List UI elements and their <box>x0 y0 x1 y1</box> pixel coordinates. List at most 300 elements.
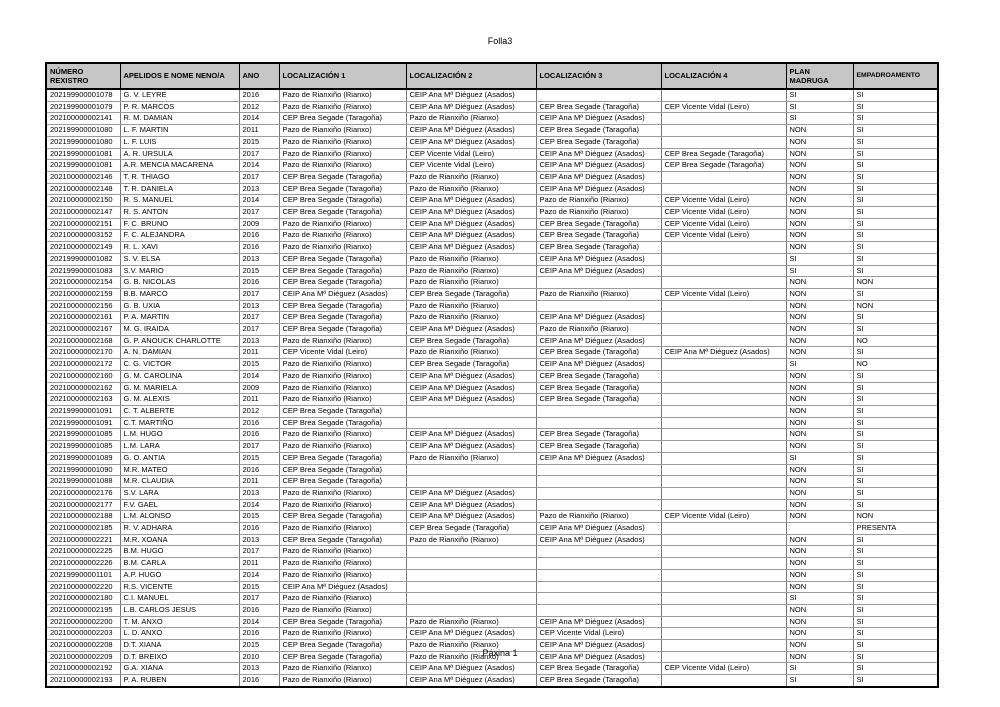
column-header-6: LOCALIZACIÓN 3 <box>536 63 661 89</box>
table-cell: SI <box>853 394 938 406</box>
table-cell: CEP Brea Segade (Taragoña) <box>279 195 406 207</box>
table-cell: CEIP Ana Mª Diéguez (Asados) <box>279 581 406 593</box>
table-cell: 202199900001085 <box>46 441 120 453</box>
table-row <box>46 113 938 125</box>
table-cell: CEIP Ana Mª Diéguez (Asados) <box>406 429 536 441</box>
table-cell: G. M. ALEXIS <box>120 394 239 406</box>
table-cell: CEP Brea Segade (Taragoña) <box>536 230 661 242</box>
table-cell: 2016 <box>239 277 279 289</box>
table-cell: 2017 <box>239 441 279 453</box>
table-cell: F. C. BRUNO <box>120 218 239 230</box>
table-cell: CEP Brea Segade (Taragoña) <box>536 218 661 230</box>
table-cell: SI <box>786 675 853 687</box>
table-cell: SI <box>853 405 938 417</box>
table-cell <box>536 476 661 488</box>
table-cell: CEP Brea Segade (Taragoña) <box>279 277 406 289</box>
table-cell: SI <box>853 640 938 652</box>
table-cell: 2017 <box>239 148 279 160</box>
table-cell: CEP Brea Segade (Taragoña) <box>279 405 406 417</box>
table-cell: C.I. MANUEL <box>120 593 239 605</box>
table-cell: NON <box>786 288 853 300</box>
table-cell: CEIP Ana Mª Diéguez (Asados) <box>406 382 536 394</box>
table-cell <box>661 277 786 289</box>
table-cell: SI <box>853 441 938 453</box>
table-cell: 2016 <box>239 628 279 640</box>
table-cell: CEP Brea Segade (Taragoña) <box>279 417 406 429</box>
table-cell: NON <box>786 429 853 441</box>
table-cell <box>536 464 661 476</box>
table-cell: 2015 <box>239 581 279 593</box>
table-cell <box>406 593 536 605</box>
table-row <box>46 464 938 476</box>
table-cell: 202100000002193 <box>46 675 120 687</box>
table-cell: 202100000002156 <box>46 300 120 312</box>
table-cell: NON <box>786 558 853 570</box>
table-cell: C. G. VICTOR <box>120 359 239 371</box>
table-cell: R. S. ANTON <box>120 207 239 219</box>
table-cell: CEP Brea Segade (Taragoña) <box>536 663 661 675</box>
table-cell: Pazo de Rianxiño (Rianxo) <box>279 569 406 581</box>
table-cell: R. L. XAVI <box>120 242 239 254</box>
table-cell: SI <box>853 382 938 394</box>
table-cell: CEIP Ana Mª Diéguez (Asados) <box>406 394 536 406</box>
table-cell: CEIP Ana Mª Diéguez (Asados) <box>536 616 661 628</box>
table-header <box>46 63 938 89</box>
table-cell: 202100000002150 <box>46 195 120 207</box>
table-cell: NON <box>786 136 853 148</box>
table-cell: CEIP Ana Mª Diéguez (Asados) <box>536 113 661 125</box>
table-cell: NON <box>786 651 853 663</box>
table-cell: CEP Brea Segade (Taragoña) <box>279 300 406 312</box>
table-cell: 202100000002226 <box>46 558 120 570</box>
table-cell <box>661 429 786 441</box>
table-row <box>46 324 938 336</box>
table-cell: CEP Vicente Vidal (Leiro) <box>661 195 786 207</box>
table-cell: Pazo de Rianxiño (Rianxo) <box>279 218 406 230</box>
table-cell: Pazo de Rianxiño (Rianxo) <box>536 207 661 219</box>
table-cell: 2015 <box>239 511 279 523</box>
column-header-3: ANO <box>239 63 279 89</box>
table-cell: CEP Brea Segade (Taragoña) <box>536 382 661 394</box>
table-cell: NON <box>786 382 853 394</box>
table-cell: CEIP Ana Mª Diéguez (Asados) <box>536 452 661 464</box>
table-cell: CEP Brea Segade (Taragoña) <box>279 476 406 488</box>
table-cell: CEP Brea Segade (Taragoña) <box>536 394 661 406</box>
table-cell: 2015 <box>239 452 279 464</box>
table-cell: SI <box>853 183 938 195</box>
table-cell: Pazo de Rianxiño (Rianxo) <box>279 359 406 371</box>
table-row <box>46 359 938 371</box>
table-cell: A.R. MENCIA MACARENA <box>120 160 239 172</box>
table-cell: A.P. HUGO <box>120 569 239 581</box>
table-cell: CEP Vicente Vidal (Leiro) <box>661 511 786 523</box>
table-cell: SI <box>853 160 938 172</box>
table-cell: 202100000002209 <box>46 651 120 663</box>
table-cell: 2011 <box>239 394 279 406</box>
table-cell <box>661 171 786 183</box>
table-cell: 202199900001080 <box>46 125 120 137</box>
table-cell: NON <box>786 125 853 137</box>
table-cell: NO <box>853 335 938 347</box>
table-row <box>46 136 938 148</box>
table-cell <box>661 487 786 499</box>
table-cell: NON <box>786 171 853 183</box>
table-cell: SI <box>853 651 938 663</box>
header-row <box>46 63 938 89</box>
table-cell: SI <box>853 604 938 616</box>
table-cell: D.T. BREIXO <box>120 651 239 663</box>
column-header-9: EMPADROAMENTO <box>853 63 938 89</box>
table-cell <box>661 265 786 277</box>
table-cell: CEP Vicente Vidal (Leiro) <box>661 663 786 675</box>
table-cell: CEP Brea Segade (Taragoña) <box>536 101 661 113</box>
table-cell <box>661 370 786 382</box>
table-cell: CEP Brea Segade (Taragoña) <box>536 370 661 382</box>
table-row <box>46 534 938 546</box>
table-cell: CEP Brea Segade (Taragoña) <box>536 242 661 254</box>
table-cell: SI <box>853 148 938 160</box>
table-row <box>46 487 938 499</box>
table-cell: CEP Brea Segade (Taragoña) <box>279 616 406 628</box>
table-cell: CEIP Ana Mª Diéguez (Asados) <box>536 651 661 663</box>
table-cell: Pazo de Rianxiño (Rianxo) <box>279 499 406 511</box>
table-cell: 202199900001090 <box>46 464 120 476</box>
table-cell: SI <box>853 476 938 488</box>
table-cell: 202100000002161 <box>46 312 120 324</box>
table-cell: 2016 <box>239 242 279 254</box>
table-cell: 2017 <box>239 171 279 183</box>
table-cell <box>661 253 786 265</box>
table-cell: SI <box>853 429 938 441</box>
table-cell: 2013 <box>239 487 279 499</box>
table-cell: NON <box>786 417 853 429</box>
table-cell: P. A. MARTIN <box>120 312 239 324</box>
table-cell: CEP Vicente Vidal (Leiro) <box>536 628 661 640</box>
table-cell: 202100000002185 <box>46 523 120 535</box>
table-cell: CEP Brea Segade (Taragoña) <box>536 125 661 137</box>
table-cell: NON <box>786 616 853 628</box>
table-cell: 2015 <box>239 640 279 652</box>
table-cell: B.B. MARCO <box>120 288 239 300</box>
table-row <box>46 394 938 406</box>
table-cell <box>661 604 786 616</box>
table-cell: A. R. URSULA <box>120 148 239 160</box>
table-cell: CEP Vicente Vidal (Leiro) <box>661 101 786 113</box>
table-cell: B.M. CARLA <box>120 558 239 570</box>
table-row <box>46 523 938 535</box>
table-cell: Pazo de Rianxiño (Rianxo) <box>536 324 661 336</box>
column-header-4: LOCALIZACIÓN 1 <box>279 63 406 89</box>
table-cell <box>661 476 786 488</box>
table-cell: CEP Brea Segade (Taragoña) <box>279 651 406 663</box>
table-cell: 202100000002180 <box>46 593 120 605</box>
table-body <box>46 89 938 687</box>
table-cell: CEIP Ana Mª Diéguez (Asados) <box>406 441 536 453</box>
table-cell: CEP Brea Segade (Taragoña) <box>536 347 661 359</box>
table-cell: Pazo de Rianxiño (Rianxo) <box>406 113 536 125</box>
table-row <box>46 628 938 640</box>
table-cell <box>406 464 536 476</box>
table-cell: 202100000002176 <box>46 487 120 499</box>
table-cell: CEIP Ana Mª Diéguez (Asados) <box>536 253 661 265</box>
table-cell: 202100000002147 <box>46 207 120 219</box>
table-cell: NON <box>853 300 938 312</box>
table-cell: 2015 <box>239 265 279 277</box>
table-cell: Pazo de Rianxiño (Rianxo) <box>406 300 536 312</box>
table-cell: SI <box>786 452 853 464</box>
table-row <box>46 452 938 464</box>
table-cell: CEIP Ana Mª Diéguez (Asados) <box>406 324 536 336</box>
table-cell: SI <box>853 616 938 628</box>
table-cell: CEIP Ana Mª Diéguez (Asados) <box>536 359 661 371</box>
table-cell <box>661 546 786 558</box>
table-cell <box>536 277 661 289</box>
table-cell: 2013 <box>239 663 279 675</box>
table-cell: 202199900001082 <box>46 253 120 265</box>
table-cell: Pazo de Rianxiño (Rianxo) <box>279 160 406 172</box>
table-cell: C. T. ALBERTE <box>120 405 239 417</box>
table-cell: 202199900001081 <box>46 160 120 172</box>
table-row <box>46 148 938 160</box>
table-cell: 2014 <box>239 160 279 172</box>
table-cell: F.V. GAEL <box>120 499 239 511</box>
table-cell: SI <box>853 136 938 148</box>
table-row <box>46 277 938 289</box>
table-cell: 2017 <box>239 312 279 324</box>
table-cell: 2016 <box>239 604 279 616</box>
table-cell: CEP Vicente Vidal (Leiro) <box>661 230 786 242</box>
table-row <box>46 675 938 687</box>
table-cell: NON <box>786 569 853 581</box>
table-cell: L. F. LUIS <box>120 136 239 148</box>
table-cell <box>406 476 536 488</box>
table-row <box>46 604 938 616</box>
table-cell: 2016 <box>239 523 279 535</box>
table-cell: NON <box>786 242 853 254</box>
table-cell: L.M. LARA <box>120 441 239 453</box>
table-cell: NON <box>786 207 853 219</box>
table-cell: CEP Brea Segade (Taragoña) <box>279 183 406 195</box>
table-cell <box>661 581 786 593</box>
table-cell: S. V. ELSA <box>120 253 239 265</box>
table-row <box>46 593 938 605</box>
table-row <box>46 125 938 137</box>
table-cell: CEP Brea Segade (Taragoña) <box>536 675 661 687</box>
table-cell: CEP Brea Segade (Taragoña) <box>279 324 406 336</box>
table-cell: 202100000002154 <box>46 277 120 289</box>
column-header-2: APELIDOS E NOME NENO/A <box>120 63 239 89</box>
table-cell: PRESENTA <box>853 523 938 535</box>
table-cell: CEIP Ana Mª Diéguez (Asados) <box>406 499 536 511</box>
table-cell: NON <box>786 405 853 417</box>
table-cell <box>661 675 786 687</box>
table-row <box>46 89 938 101</box>
table-cell: 2011 <box>239 347 279 359</box>
table-cell: SI <box>853 207 938 219</box>
table-cell: G. M. MARIELA <box>120 382 239 394</box>
table-cell: CEIP Ana Mª Diéguez (Asados) <box>406 136 536 148</box>
table-cell: 2014 <box>239 113 279 125</box>
table-cell: NON <box>786 277 853 289</box>
table-cell: Pazo de Rianxiño (Rianxo) <box>279 125 406 137</box>
table-cell <box>661 394 786 406</box>
table-cell: Pazo de Rianxiño (Rianxo) <box>406 277 536 289</box>
table-cell: Pazo de Rianxiño (Rianxo) <box>279 382 406 394</box>
table-row <box>46 183 938 195</box>
table-cell: SI <box>786 101 853 113</box>
table-cell: 202100000002159 <box>46 288 120 300</box>
table-cell: S.V. LARA <box>120 487 239 499</box>
table-cell <box>661 593 786 605</box>
table-cell <box>536 300 661 312</box>
table-cell: SI <box>853 452 938 464</box>
table-cell: SI <box>853 242 938 254</box>
table-cell: CEP Brea Segade (Taragoña) <box>279 312 406 324</box>
table-cell: SI <box>853 89 938 101</box>
table-cell: 202199900001078 <box>46 89 120 101</box>
table-cell <box>661 242 786 254</box>
table-cell: SI <box>853 675 938 687</box>
table-cell: 202100000002167 <box>46 324 120 336</box>
table-cell: R. S. MANUEL <box>120 195 239 207</box>
table-cell: SI <box>853 101 938 113</box>
column-header-5: LOCALIZACIÓN 2 <box>406 63 536 89</box>
table-cell: CEIP Ana Mª Diéguez (Asados) <box>406 242 536 254</box>
table-cell: 2013 <box>239 253 279 265</box>
table-row <box>46 405 938 417</box>
table-cell: CEIP Ana Mª Diéguez (Asados) <box>406 195 536 207</box>
table-cell: 2013 <box>239 335 279 347</box>
table-cell: CEP Brea Segade (Taragoña) <box>279 534 406 546</box>
table-cell: NON <box>786 581 853 593</box>
table-cell <box>661 125 786 137</box>
table-cell: R. M. DAMIAN <box>120 113 239 125</box>
table-cell: SI <box>853 569 938 581</box>
table-cell: 2016 <box>239 464 279 476</box>
table-cell: CEP Brea Segade (Taragoña) <box>279 253 406 265</box>
table-cell: NON <box>786 300 853 312</box>
table-cell: Pazo de Rianxiño (Rianxo) <box>279 675 406 687</box>
table-cell: 202199900001079 <box>46 101 120 113</box>
table-cell: T. M. ANXO <box>120 616 239 628</box>
table-row <box>46 230 938 242</box>
table-cell: Pazo de Rianxiño (Rianxo) <box>406 616 536 628</box>
table-cell: 2017 <box>239 593 279 605</box>
table-cell: Pazo de Rianxiño (Rianxo) <box>279 487 406 499</box>
table-cell: 2009 <box>239 218 279 230</box>
table-cell: NON <box>786 604 853 616</box>
table-cell: Pazo de Rianxiño (Rianxo) <box>279 101 406 113</box>
table-row <box>46 171 938 183</box>
table-cell: 2016 <box>239 230 279 242</box>
table-cell: D.T. XIANA <box>120 640 239 652</box>
table-cell: R.S. VICENTE <box>120 581 239 593</box>
table-cell: L. F. MARTIN <box>120 125 239 137</box>
table-cell: 202100000002203 <box>46 628 120 640</box>
table-cell: CEP Vicente Vidal (Leiro) <box>406 148 536 160</box>
table-cell <box>661 359 786 371</box>
table-cell: SI <box>853 499 938 511</box>
table-cell: CEP Brea Segade (Taragoña) <box>279 171 406 183</box>
table-cell <box>661 558 786 570</box>
table-row <box>46 429 938 441</box>
table-cell: CEIP Ana Mª Diéguez (Asados) <box>406 89 536 101</box>
table-cell: 202100000002141 <box>46 113 120 125</box>
table-cell <box>406 546 536 558</box>
table-cell <box>661 89 786 101</box>
table-cell: SI <box>853 312 938 324</box>
table-cell: Pazo de Rianxiño (Rianxo) <box>279 593 406 605</box>
table-cell <box>536 417 661 429</box>
table-cell: SI <box>853 230 938 242</box>
table-cell: 202100000002221 <box>46 534 120 546</box>
table-cell: CEP Vicente Vidal (Leiro) <box>661 207 786 219</box>
table-cell <box>536 89 661 101</box>
table-row <box>46 265 938 277</box>
table-cell: 2016 <box>239 675 279 687</box>
table-cell: SI <box>786 593 853 605</box>
table-cell <box>661 183 786 195</box>
table-cell: CEP Brea Segade (Taragoña) <box>536 429 661 441</box>
table-cell <box>536 499 661 511</box>
table-cell <box>406 569 536 581</box>
table-cell: SI <box>786 253 853 265</box>
table-cell: NON <box>786 218 853 230</box>
table-cell: Pazo de Rianxiño (Rianxo) <box>279 136 406 148</box>
table-cell: SI <box>786 265 853 277</box>
table-cell: 202199900001089 <box>46 452 120 464</box>
table-cell: Pazo de Rianxiño (Rianxo) <box>279 230 406 242</box>
table-cell: SI <box>853 171 938 183</box>
table-cell: Pazo de Rianxiño (Rianxo) <box>279 394 406 406</box>
table-row <box>46 300 938 312</box>
table-cell: CEIP Ana Mª Diéguez (Asados) <box>536 148 661 160</box>
table-cell: CEP Brea Segade (Taragoña) <box>279 265 406 277</box>
table-row <box>46 569 938 581</box>
table-cell: CEIP Ana Mª Diéguez (Asados) <box>279 288 406 300</box>
table-cell: 2016 <box>239 89 279 101</box>
table-cell: Pazo de Rianxiño (Rianxo) <box>279 523 406 535</box>
table-cell: CEP Brea Segade (Taragoña) <box>536 136 661 148</box>
table-cell: SI <box>853 125 938 137</box>
table-cell: CEIP Ana Mª Diéguez (Asados) <box>536 171 661 183</box>
table-cell: CEP Brea Segade (Taragoña) <box>406 288 536 300</box>
table-cell: CEP Brea Segade (Taragoña) <box>279 464 406 476</box>
table-cell: Pazo de Rianxiño (Rianxo) <box>406 171 536 183</box>
table-cell: NON <box>786 370 853 382</box>
table-cell: SI <box>853 324 938 336</box>
table-cell: G. B. NICOLAS <box>120 277 239 289</box>
table-cell: Pazo de Rianxiño (Rianxo) <box>279 558 406 570</box>
table-cell: SI <box>853 487 938 499</box>
table-cell <box>661 452 786 464</box>
table-cell: SI <box>853 288 938 300</box>
table-row <box>46 335 938 347</box>
table-cell: 202100000002200 <box>46 616 120 628</box>
table-cell: CEIP Ana Mª Diéguez (Asados) <box>536 640 661 652</box>
table-cell: Pazo de Rianxiño (Rianxo) <box>279 546 406 558</box>
table-cell <box>661 628 786 640</box>
table-cell: CEP Brea Segade (Taragoña) <box>661 160 786 172</box>
table-cell: 202100000002195 <box>46 604 120 616</box>
table-cell: SI <box>786 663 853 675</box>
table-cell: NON <box>786 230 853 242</box>
table-cell: 202100000002188 <box>46 511 120 523</box>
table-cell: 202100000002225 <box>46 546 120 558</box>
table-cell: L.M. ALONSO <box>120 511 239 523</box>
table-cell <box>406 405 536 417</box>
table-cell: SI <box>853 464 938 476</box>
